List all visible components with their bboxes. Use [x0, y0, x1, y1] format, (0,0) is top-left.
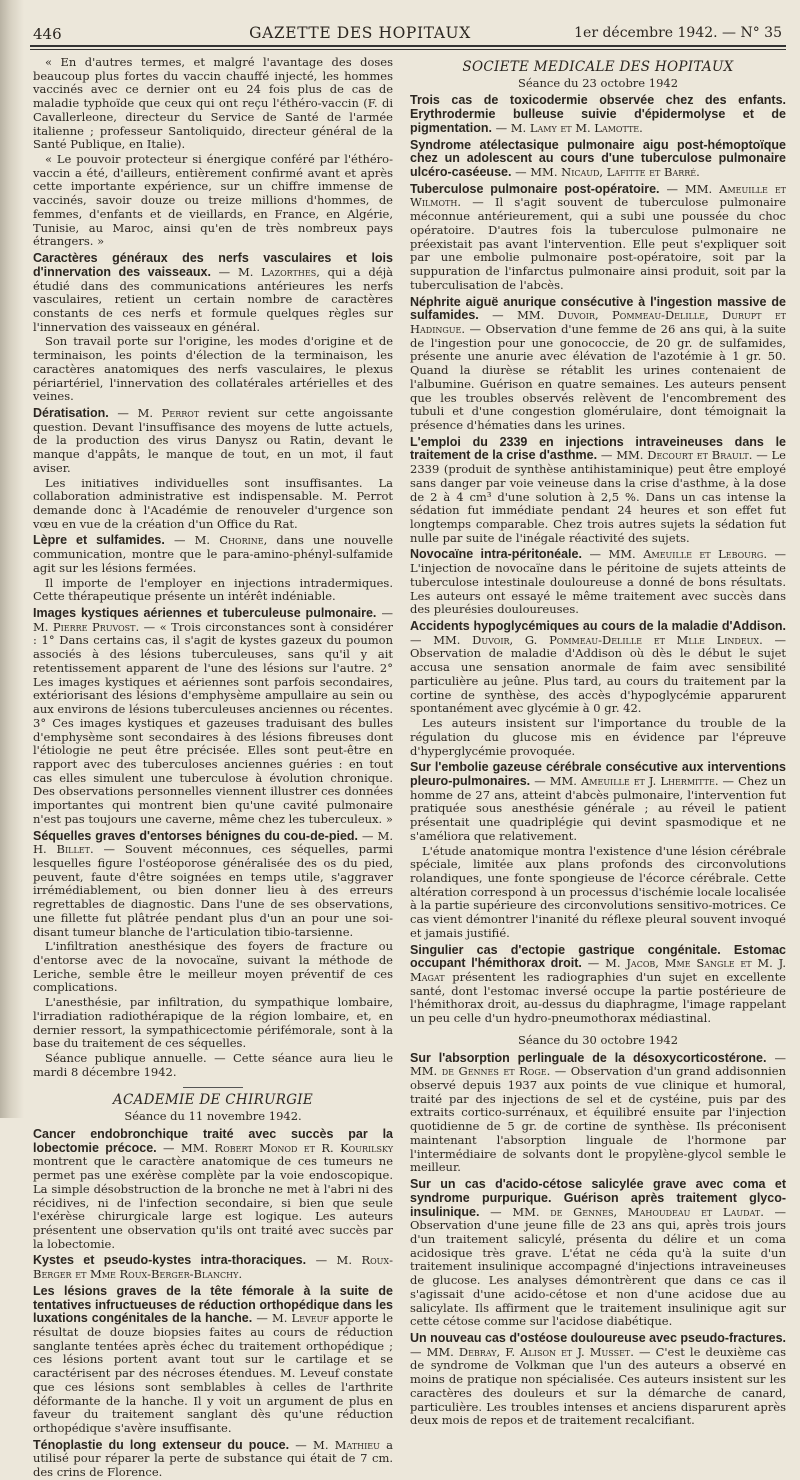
article-text: . — Observation d'une femme de 26 ans qui, à la suite de l'ingestion pour une gonococcie, de 20 gr. de sulfamides, présente une anurie avec élévation de l'azotémie à 1 gr. 50. Quand la diurèse se rétablit les urines contenaient de l'albumine. Guérison en quatre semaines. Les auteurs pensent que les troubles observés relèvent de l'encombrement des tubuli et d'une congestion glomérulaire, dont témoignait la présence d'hématies dans les urines.: [410, 321, 786, 432]
article-title: Les lésions graves de la tête fémorale à la suite de tentatives infructueuses de réduction orthopédique dans les luxations congénitales de la hanche.: [33, 1283, 393, 1326]
article-author: MM. Ameuille et Lebourg: [608, 547, 764, 562]
article: Trois cas de toxicodermie observée chez des enfants. Erythrodermie bulleuse suivie d'épidermolyse et de pigmentation. — M. Lamy et M. Lamotte.: [410, 93, 786, 135]
session-date: Séance du 11 novembre 1942.: [124, 1109, 302, 1124]
article: Un nouveau cas d'ostéose douloureuse avec pseudo-fractures. — MM. Debray, F. Alison et J. Musset. — C'est le deuxième cas de syndrome de Volkman que l'un des auteurs a observé en moins de pratique non spécialisée. Ces auteurs insistent sur les caractères des douleurs et sur la démarche de canard, particulière. Les troubles intenses et anciens disparurent après deux mois de repos et de traitement recalcifiant.: [410, 1330, 787, 1428]
article-title: Singulier cas d'ectopie gastrique congénitale. Estomac occupant l'hémithorax droit.: [410, 942, 786, 971]
session-date: Séance du 23 octobre 1942: [517, 75, 679, 90]
section-separator: [183, 1087, 243, 1088]
article-title: Syndrome atélectasique pulmonaire aigu post-hémoptoïque chez un adolescent au cours d'une tuberculose pulmonaire ulcéro-caséeuse.: [410, 137, 786, 180]
article-text: . — « Trois circonstances sont à considérer : 1° Dans certains cas, il s'agit de kystes gazeux du poumon associés à des lésions tuberculeuses, sans qu'il y ait retentissement apparent de l'une des lésions sur l'autre. 2° Les images kystiques et aériennes sont parfois secondaires, extériorisant des lésions d'emphysème ampullaire au sein ou aux environs de lésions tuberculeuses anciennes ou récentes. 3° Ces images kystiques et gazeuses traduisant des bulles d'emphysème sont secondaires à des lésions fibreuses dont l'étiologie ne peut être précisée. Elles sont peut-être en rapport avec des tuberculoses anciennes guéries : en tout cas elles simulent une tuberculose à évolution chronique. Des observations personnelles viennent illustrer ces données importantes qui montrent bien qu'une cavité pulmonaire n'est pas toujours une caverne, même chez les tuberculeux. »: [33, 619, 393, 826]
article-author: M. Perrot: [137, 405, 200, 420]
page-number: 446: [33, 25, 62, 43]
article-text: . — Il s'agit souvent de tuberculose pulmonaire méconnue antérieurement, qui a subi une poussée du choc opératoire. D'autres fois la tuberculose pulmonaire ne préexistait pas avant l'intervention. Elle peut s'expliquer soit par une embolie pulmonaire post-opératoire, soit par la suppuration de l'infarctus pulmonaire ainsi produit, soit par la tuberculisation de l'abcès.: [410, 195, 786, 292]
article: Sur l'absorption perlinguale de la désoxycorticostérone. — MM. de Gennes et Roge. — Observation d'un grand addisonnien observé depuis 1937 aux points de vue clinique et humoral, traité par des injections de sel et de cystéine, puis par des extraits cortico-surrénaux, et équilibré ensuite par l'injection quotidienne de 5 gr. de cortine de synthèse. Ils préconisent maintenant l'absorption linguale de l'hormone par l'intermédiaire de solvants dont le propylène-glycol semble le meilleur.: [410, 1050, 786, 1175]
article-author: MM. Ameuille et Wilmoth: [410, 181, 786, 210]
article-title: Ténoplastie du long extenseur du pouce.: [33, 1437, 290, 1452]
article-title: Images kystiques aériennes et tuberculeuse pulmonaire.: [33, 606, 377, 621]
article-text: L'anesthésie, par infiltration, du sympathique lombaire, l'irradiation radiothérapique de la région lombaire, et, en dernier ressort, la sympathicectomie périfémorale, sont à la base du traitement de ces séquelles.: [33, 995, 393, 1051]
article-text: L'infiltration anesthésique des foyers de fracture ou d'entorse avec de la novocaïne, suivant la méthode de Leriche, semble être le meilleur moyen préventif de ces complications.: [33, 939, 393, 995]
article-text: . — Chez un homme de 27 ans, atteint d'abcès pulmonaire, l'intervention fut pratiquée sous anesthésie générale ; au réveil le patient présentait une quadriplégie qui devint spasmodique et ne s'améliora que relativement.: [410, 773, 786, 843]
article-title: Novocaïne intra-péritonéale.: [410, 547, 582, 562]
article-text: Les initiatives individuelles sont insuffisantes. La collaboration administrative est indispensable. M. Perrot demande donc à l'Académie de renouveler d'urgence son vœu en vue de la création d'un Office du Rat.: [33, 475, 393, 531]
article-text: , qui a déjà étudié dans des communications antérieures les nerfs vasculaires, retient un certain nombre de caractères constants de ces nerfs et formule quelques règles sur l'innervation des vaisseaux en général.: [33, 264, 394, 334]
article-text: Les auteurs insistent sur l'importance du trouble de la régulation du glucose mis en évidence par l'épreuve d'hyperglycémie provoquée.: [410, 716, 786, 758]
article-author: MM. de Gennes et Roge: [410, 1064, 547, 1079]
left-column: [33, 55, 394, 1480]
section-heading: ACADEMIE DE CHIRURGIE: [112, 1092, 314, 1109]
article-author: M. Pierre Pruvost: [33, 619, 136, 634]
article-text: . — Observation d'un grand addisonnien observé depuis 1937 aux points de vue clinique et humoral, traité par des injections de sel et de cystéine, puis par des extraits cortico-surrénaux, et équilibré ensuite par l'injection quotidienne de 5 gr. de cortine de synthèse. Ils préconisent maintenant l'absorption linguale de l'hormone par l'intermédiaire de solvants dont le propylène-glycol semble le meilleur.: [410, 1064, 786, 1175]
article-title: Caractères généraux des nerfs vasculaires et lois d'innervation des vaisseaux.: [33, 251, 393, 279]
article-author: MM. Decourt et Brault: [616, 448, 749, 463]
page-binding-shadow: [0, 0, 24, 1118]
article: Accidents hypoglycémiques au cours de la maladie d'Addison. — MM. Duvoir, G. Pommeau-Delille et Mlle Lindeux. — Observation de maladie d'Addison où dès le début le sujet accusa une sensation anormale de faim avec sensibilité particulière au jeûne. Plus tard, au cours du traitement par la cortine de synthèse, des accès d'hypoglycémie apparurent spontanément avec glycémie à 0 gr. 42.: [410, 619, 786, 716]
article: Ténoplastie du long extenseur du pouce. — M. Mathieu a utilisé pour réparer la perte de substance qui était de 7 cm. des crins de Florence.: [33, 1437, 394, 1480]
article-title: Accidents hypoglycémiques au cours de la maladie d'Addison.: [410, 619, 786, 634]
article-text: . — Observation d'une jeune fille de 23 ans qui, après trois jours d'un traitement salicylé, présenta du délire et un coma acidosique très grave. L'état ne céda qu'à la suite d'un traitement insulinique accompagné d'injections intraveineuses de glucose. Les analyses démontrèrent que dans ce cas il s'agissait d'une acido-cétose et non d'une acidose due au salicylate. Ils affirment que le traitement insulinique agit sur cette cétose comme sur l'acidose diabétique.: [410, 1204, 787, 1329]
section-heading: SOCIETE MEDICALE DES HOPITAUX: [462, 59, 734, 75]
article-title: Sur un cas d'acido-cétose salicylée grave avec coma et syndrome purpurique. Guérison après traitement glyco-insulinique.: [410, 1177, 786, 1219]
article: Novocaïne intra-péritonéale. — MM. Ameuille et Lebourg. — L'injection de novocaïne dans le péritoine de sujets atteints de tuberculose intestinale douloureuse a donné de bons résultats. Les auteurs ont essayé le même traitement avec succès dans des pleurésies douloureuses.: [410, 547, 786, 617]
article-text: . — Le 2339 (produit de synthèse antihistaminique) peut être employé sans danger par voie veineuse dans la crise d'asthme, à la dose de 2 à 4 cm³ d'une solution à 2,5 %. Dans un cas intense la sédation fut immédiate pendant 24 heures et son effet fut longtemps comparable. Chez trois autres sujets la sédation fut nulle par suite de l'inégale réactivité des sujets.: [410, 448, 786, 545]
article-text: , dans une nouvelle communication, montre que le para-amino-phényl-sulfamide agit sur les lésions fermées.: [33, 533, 394, 575]
article-text: revient sur cette angoissante question. Devant l'insuffisance des moyens de lutte actuels, de la production des virus Danysz ou Ratin, devant le manque d'appâts, le manque de tout, en un mot, il faut aviser.: [33, 405, 393, 475]
article: Lèpre et sulfamides. — M. Chorine, dans une nouvelle communication, montre que le para-amino-phényl-sulfamide agit sur les lésions fermées.: [33, 533, 394, 575]
article-author: M. Chorine: [194, 533, 264, 548]
article-author: MM. de Gennes, Mahoudeau et Laudat: [512, 1204, 761, 1219]
article-text: apporte le résultat de douze biopsies faites au cours de réduction sanglante tentées après échec du traitement orthopédique ; ces lésions portent avant tout sur le cartilage et se caractérisent par des nécroses étendues. M. Leveuf constate que ces lésions sont semblables à celles de l'arthrite déformante de la hanche. Il y voit un argument de plus en faveur du traitement sanglant dès qu'une réduction orthopédique s'avère insuffisante.: [33, 1311, 393, 1435]
article-author: MM. Ameuille et J. Lhermitte: [549, 773, 715, 788]
article-text: a utilisé pour réparer la perte de substance qui était de 7 cm. des crins de Florence.: [33, 1437, 394, 1480]
intro-paragraph: « En d'autres termes, et malgré l'avantage des doses beaucoup plus fortes du vaccin chauffé injecté, les hommes vaccinés avec ce dernier ont eu 24 fois plus de cas de maladie typhoïde que ceux qui ont reçu l'éthéro-vaccin (F. di Cavallerleone, directeur du Service de Santé de l'armée italienne ; professeur Santoliquido, directeur général de la Santé Publique, en Italie).: [33, 55, 393, 152]
article: Singulier cas d'ectopie gastrique congénitale. Estomac occupant l'hémithorax droit. — M. Jacob, Mme Sangle et M. J. Magat présentent les radiographies d'un sujet en excellente santé, dont l'estomac inversé occupe la partie postérieure de l'hémithorax droit, au-dessus du diaphragme, l'image rappelant un peu celle d'un hydro-pneumothorax médiastinal.: [410, 942, 787, 1026]
article-text: L'étude anatomique montra l'existence d'une lésion cérébrale spéciale, limitée aux plans profonds des circonvolutions rolandiques, une fonte spongieuse de l'écorce cérébrale. Cette altération correspond à un processus d'ischémie locale localisée à la partie supérieure des circonvolutions sensitivo-motrices. Ce cas vient démontrer l'inanité du réflexe pleural souvent invoqué et jamais justifié.: [410, 843, 786, 940]
article: Syndrome atélectasique pulmonaire aigu post-hémoptoïque chez un adolescent au cours d'une tuberculose pulmonaire ulcéro-caséeuse. — MM. Nicaud, Lafitte et Barré.: [410, 137, 786, 180]
intro-paragraph: « Le pouvoir protecteur si énergique conféré par l'éthéro-vaccin a été, d'ailleurs, entièrement confirmé avant et après cette importante expérience, sur un chiffre immense de vaccinés, savoir douze ou treize millions d'hommes, de femmes, d'enfants et de vieillards, en France, en Algérie, Tunisie, au Maroc, ainsi qu'en de très nombreux pays étrangers. »: [33, 152, 393, 249]
article-text: Il importe de l'employer en injections intradermiques. Cette thérapeutique présente un intérêt indéniable.: [33, 575, 393, 604]
header-rule-thin: [30, 49, 786, 50]
article-author: M. Jacob, Mme Sangle et M. J. Magat: [410, 956, 787, 984]
article-title: Tuberculose pulmonaire post-opératoire.: [410, 181, 660, 196]
article-title: Dératisation.: [33, 405, 109, 420]
article-title: Un nouveau cas d'ostéose douloureuse avec pseudo-fractures.: [410, 1330, 786, 1345]
article-text: . — Observation de maladie d'Addison où dès le début le sujet accusa une sensation anormale de faim avec sensibilité particulière au jeûne. Plus tard, au cours du traitement par la cortine de synthèse, des accès d'hypoglycémie apparurent spontanément avec glycémie à 0 gr. 42.: [410, 632, 786, 716]
article: Dératisation. — M. Perrot revient sur cette angoissante question. Devant l'insuffisance des moyens de lutte actuels, de la production des virus Danysz ou Ratin, devant le manque d'appâts, le manque de tout, en un mot, il faut aviser.: [33, 405, 393, 475]
article: L'emploi du 2339 en injections intraveineuses dans le traitement de la crise d'asthme. — MM. Decourt et Brault. — Le 2339 (produit de synthèse antihistaminique) peut être employé sans danger par voie veineuse dans la crise d'asthme, à la dose de 2 à 4 cm³ d'une solution à 2,5 %. Dans un cas intense la sédation fut immédiate pendant 24 heures et son effet fut longtemps comparable. Chez trois autres sujets la sédation fut nulle par suite de l'inégale réactivité des sujets.: [410, 434, 786, 545]
article: Néphrite aiguë anurique consécutive à l'ingestion massive de sulfamides. — MM. Duvoir, Pommeau-Delille, Durupt et Hadingue. — Observation d'une femme de 26 ans qui, à la suite de l'ingestion pour une gonococcie, de 20 gr. de sulfamides, présente une anurie avec élévation de l'azotémie à 1 gr. 50. Quand la diurèse se rétablit les urines contenaient de l'albumine. Guérison en quatre semaines. Les auteurs pensent que les troubles observés relèvent de l'encombrement des tubuli et d'une congestion glomérulaire, dont témoignait la présence d'hématies dans les urines.: [410, 294, 787, 432]
article-text: montrent que le caractère anatomique de ces tumeurs ne permet pas une exérèse complète par la voie endoscopique. La simple désobstruction de la bronche ne met à l'abri ni des récidives, ni de l'infection secondaire, si bien que seule l'exérèse chirurgicale large est logique. Les auteurs présentent une observation qu'ils ont traité avec succès par la lobectomie.: [33, 1154, 393, 1251]
article-author: M. Mathieu: [313, 1437, 380, 1452]
article-text: . — L'injection de novocaïne dans le péritoine de sujets atteints de tuberculose intestinale douloureuse a donné de bons résultats. Les auteurs ont essayé le même traitement avec succès dans des pleurésies douloureuses.: [410, 547, 786, 617]
article: Cancer endobronchique traité avec succès par la lobectomie précoce. — MM. Robert Monod et R. Kourilsky montrent que le caractère anatomique de ces tumeurs ne permet pas une exérèse complète par la voie endoscopique. La simple désobstruction de la bronche ne met à l'abri ni des récidives, ni de l'infection secondaire, si bien que seule l'exérèse chirurgicale large est logique. Les auteurs présentent une observation qu'ils ont traité avec succès par la lobectomie.: [33, 1126, 394, 1251]
article-author: M. Leveuf: [271, 1311, 329, 1326]
article-text: . — C'est le deuxième cas de syndrome de Volkman que l'un des auteurs a observé en moins de pratique non spécialisée. Ces auteurs insistent sur les caractères des douleurs et sur la démarche de canard, particulière. Les troubles intenses et anciens disparurent après deux mois de repos et de traitement recalcifiant.: [410, 1344, 787, 1428]
article-author: M. Lazorthes: [237, 264, 317, 279]
article: Caractères généraux des nerfs vasculaires et lois d'innervation des vaisseaux. — M. Lazorthes, qui a déjà étudié dans des communications antérieures les nerfs vasculaires, retient un certain nombre de caractères constants de ces nerfs et formule quelques règles sur l'innervation des vaisseaux en général.: [33, 251, 394, 334]
article: Tuberculose pulmonaire post-opératoire. — MM. Ameuille et Wilmoth. — Il s'agit souvent de tuberculose pulmonaire méconnue antérieurement, qui a subi une poussée du choc opératoire. D'autres fois la tuberculose pulmonaire ne préexistait pas avant l'intervention. Elle peut s'expliquer soit par une embolie pulmonaire post-opératoire, soit par la suppuration de l'infarctus pulmonaire ainsi produit, soit par la tuberculisation de l'abcès.: [410, 181, 786, 292]
article-title: Sur l'absorption perlinguale de la désoxycorticostérone.: [410, 1050, 767, 1065]
article-author: M. Lamy et M. Lamotte: [510, 120, 640, 135]
announcement: Séance publique annuelle. — Cette séance aura lieu le mardi 8 décembre 1942.: [33, 1051, 393, 1079]
article: Images kystiques aériennes et tuberculeuse pulmonaire. — M. Pierre Pruvost. — « Trois circonstances sont à considérer : 1° Dans certains cas, il s'agit de kystes gazeux du poumon associés à des lésions tuberculeuses, sans qu'il y ait retentissement apparent de l'une des lésions sur l'autre. 2° Les images kystiques et aériennes sont parfois secondaires, extériorisant des lésions d'emphysème ampullaire au sein ou aux environs de lésions tuberculeuses anciennes ou récentes. 3° Ces images kystiques et gazeuses traduisant des bulles d'emphysème sont secondaires à des lésions fibreuses dont l'étiologie ne peut être précisée. Elles sont peut-être en rapport avec des tuberculoses anciennes guéries : en tout cas elles simulent une tuberculose à évolution chronique. Des observations personnelles viennent illustrer ces données importantes qui montrent bien qu'une cavité pulmonaire n'est pas toujours une caverne, même chez les tuberculeux. »: [33, 606, 393, 826]
header-rule: [30, 45, 786, 47]
article-author: M. Roux-Berger et Mme Roux-Berger-Blanchy: [33, 1253, 393, 1282]
article-author: MM. Nicaud, Lafitte et Barré: [530, 165, 697, 180]
article: Séquelles graves d'entorses bénignes du cou-de-pied. — M. H. Billet. — Souvent méconnues, ces séquelles, parmi lesquelles figure l'ostéoporose généralisée des os du pied, peuvent, faute d'être soignées en temps utile, s'aggraver irrémédiablement, ou bien donner lieu à des erreurs regrettables de diagnostic. Dans l'une de ses observations, une fillette fut plâtrée pendant plus d'un an pour une soi-disant tumeur blanche de l'articulation tibio-tarsienne.: [33, 828, 393, 939]
journal-title: GAZETTE DES HOPITAUX: [249, 24, 471, 42]
article-title: Lèpre et sulfamides.: [33, 533, 165, 548]
session-date: Séance du 30 octobre 1942: [517, 1032, 679, 1047]
article-title: L'emploi du 2339 en injections intraveineuses dans le traitement de la crise d'asthme.: [410, 434, 786, 463]
article-author: MM. Debray, F. Alison et J. Musset: [426, 1344, 631, 1359]
article-text: présentent les radiographies d'un sujet en excellente santé, dont l'estomac inversé occupe la partie postérieure de l'hémithorax droit, au-dessus du diaphragme, l'image rappelant un peu celle d'un hydro-pneumothorax médiastinal.: [410, 970, 786, 1026]
article-author: M. H. Billet: [33, 828, 393, 857]
article: Sur l'embolie gazeuse cérébrale consécutive aux interventions pleuro-pulmonaires. — MM. Ameuille et J. Lhermitte. — Chez un homme de 27 ans, atteint d'abcès pulmonaire, l'intervention fut pratiquée sous anesthésie générale ; au réveil le patient présentait une quadriplégie qui devint spasmodique et ne s'améliora que relativement.: [410, 760, 786, 843]
article-author: MM. Robert Monod et R. Kourilsky: [180, 1140, 394, 1155]
issue-date: 1er décembre 1942. — N° 35: [574, 25, 782, 41]
article-text: . — Souvent méconnues, ces séquelles, parmi lesquelles figure l'ostéoporose généralisée des os du pied, peuvent, faute d'être soignées en temps utile, s'aggraver irrémédiablement, ou bien donner lieu à des erreurs regrettables de diagnostic. Dans l'une de ses observations, une fillette fut plâtrée pendant plus d'un an pour une soi-disant tumeur blanche de l'articulation tibio-tarsienne.: [33, 842, 393, 939]
article-title: Néphrite aiguë anurique consécutive à l'ingestion massive de sulfamides.: [410, 294, 786, 323]
article-author: MM. Duvoir, G. Pommeau-Delille et Mlle Lindeux: [433, 632, 760, 647]
article-title: Sur l'embolie gazeuse cérébrale consécutive aux interventions pleuro-pulmonaires.: [410, 760, 786, 788]
article-title: Kystes et pseudo-kystes intra-thoraciques.: [33, 1253, 307, 1268]
article-author: MM. Duvoir, Pommeau-Delille, Durupt et Hadingue: [410, 308, 787, 336]
article: Sur un cas d'acido-cétose salicylée grave avec coma et syndrome purpurique. Guérison après traitement glyco-insulinique. — MM. de Gennes, Mahoudeau et Laudat. — Observation d'une jeune fille de 23 ans qui, après trois jours d'un traitement salicylé, présenta du délire et un coma acidosique très grave. L'état ne céda qu'à la suite d'un traitement insulinique accompagné d'injections intraveineuses de glucose. Les analyses démontrèrent que dans ce cas il s'agissait d'une acido-cétose et non d'une acidose due au salicylate. Ils affirment que le traitement insulinique agit sur cette cétose comme sur l'acidose diabétique.: [410, 1177, 787, 1329]
article-text: Son travail porte sur l'origine, les modes d'origine et de terminaison, les points d'élection de la terminaison, les caractères anatomiques des nerfs vasculaires, le plexus périartériel, l'innervation des collatérales artérielles et des veines.: [33, 334, 393, 404]
article-title: Trois cas de toxicodermie observée chez des enfants. Erythrodermie bulleuse suivie d'épidermolyse et de pigmentation.: [410, 93, 786, 135]
article: Les lésions graves de la tête fémorale à la suite de tentatives infructueuses de réduction orthopédique dans les luxations congénitales de la hanche. — M. Leveuf apporte le résultat de douze biopsies faites au cours de réduction sanglante tentées après échec du traitement orthopédique ; ces lésions portent avant tout sur le cartilage et se caractérisent par des nécroses étendues. M. Leveuf constate que ces lésions sont semblables à celles de l'arthrite déformante de la hanche. Il y voit un argument de plus en faveur du traitement sanglant dès qu'une réduction orthopédique s'avère insuffisante.: [33, 1283, 393, 1435]
article: Kystes et pseudo-kystes intra-thoraciques. — M. Roux-Berger et Mme Roux-Berger-Blanchy.: [33, 1253, 393, 1282]
right-column: [410, 56, 787, 1428]
article-title: Cancer endobronchique traité avec succès par la lobectomie précoce.: [33, 1126, 393, 1155]
article-title: Séquelles graves d'entorses bénignes du cou-de-pied.: [33, 828, 359, 843]
